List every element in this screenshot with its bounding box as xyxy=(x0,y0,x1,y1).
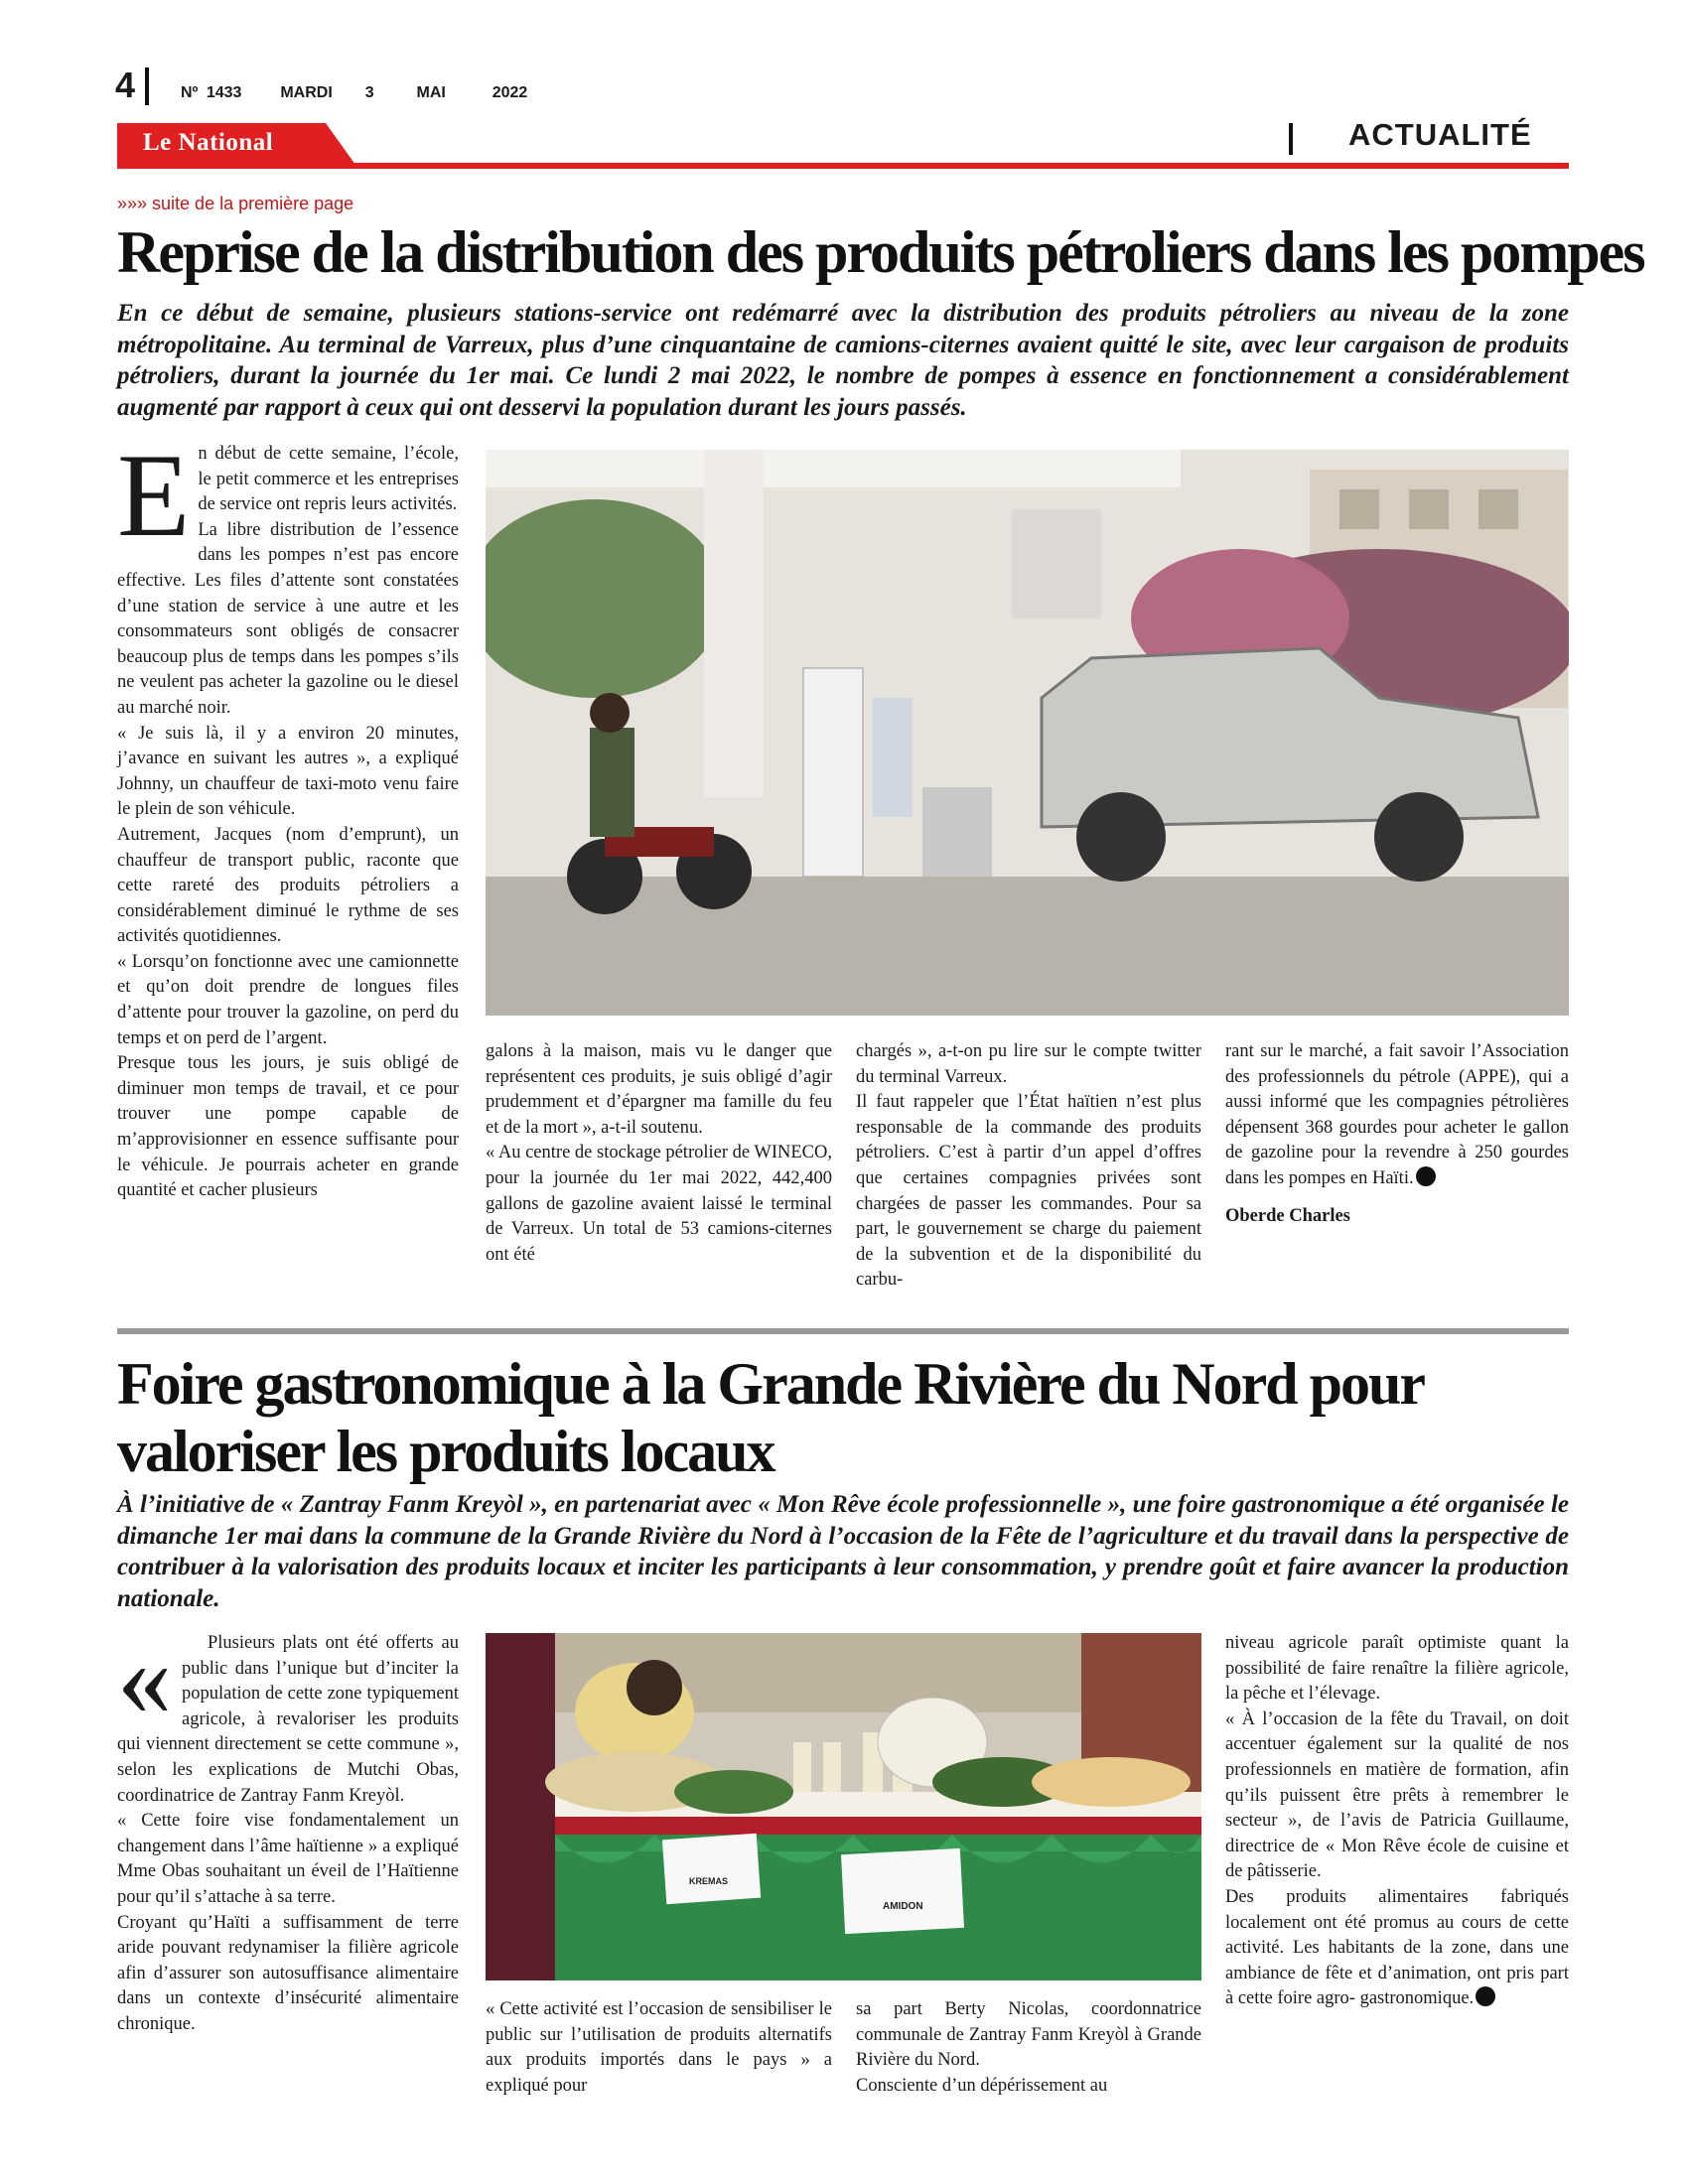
article2-paragraph: Plusieurs plats ont été offerts au public dans l’unique but d’inciter la population de cette zone typiquement agricole, à revaloriser les produits qui viennent directement se cette commune », selon les explications de Mutchi Obas, coordinatrice de Zantray Fanm Kreyòl. xyxy=(117,1633,459,1806)
article1-column-4 xyxy=(1225,1039,1569,1229)
article2-paragraph: « À l’occasion de la fête du Travail, on doit accentuer également sur la qualité de nos professionnels en matière de formation, afin qu’ils puissent être prêts à remembrer le secteur », de l’avis de Patricia Guillaume, directrice de « Mon Rêve école de cuisine et de pâtisserie. xyxy=(1225,1708,1569,1882)
article2-paragraph: Croyant qu’Haïti a suffisamment de terre aride pouvant redynamiser la filière agricole afin d’assurer son autosuffisance alimentaire dans un contexte d’insécurité alimentaire chronique. xyxy=(117,1912,459,2034)
section-label: ACTUALITÉ xyxy=(1348,117,1532,152)
article2-lead: À l’initiative de « Zantray Fanm Kreyòl », en partenariat avec « Mon Rêve école professionnelle », une foire gastronomique a été organisée le dimanche 1er mai dans la commune de la Grande Rivière du Nord à l’occasion de la Fête de l’agriculture et du travail dans la perspective de contribuer à la valorisation des produits locaux et inciter les participants à leur consommation, y prendre goût et faire avancer la production nationale. xyxy=(117,1491,1569,1612)
article1-column-2 xyxy=(486,1039,832,1268)
article1-lead: En ce début de semaine, plusieurs stations-service ont redémarré avec la distribution des produits pétroliers au niveau de la zone métropolitaine. Au terminal de Varreux, plus d’une cinquantaine de camions-citernes avaient quitté le site, avec leur cargaison de produits pétroliers, durant la journée du 1er mai. Ce lundi 2 mai 2022, le nombre de pompes à essence en fonctionnement a considérablement augmenté par rapport à ceux qui ont desservi la population durant les jours passés. xyxy=(117,300,1569,421)
issue-year: 2022 xyxy=(492,84,528,101)
article2-paragraph: Consciente d’un dépérissement au xyxy=(856,2075,1108,2096)
article1-title: Reprise de la distribution des produits pétroliers dans les pompes xyxy=(117,219,1644,285)
article2-column-4 xyxy=(1225,1631,1569,2012)
article1-paragraph: Il faut rappeler que l’État haïtien n’est plus responsable de la commande des produits pétroliers. C’est à partir d’un appel d’offres que certaines compagnies privées sont chargées de passer les commandes. Pour sa part, le gouvernement se charge du paiement de la subvention et de la disponibilité du carbu- xyxy=(856,1092,1201,1291)
article2-column-1 xyxy=(117,1617,459,2038)
page-number: 4 xyxy=(115,65,136,105)
article1-paragraph: galons à la maison, mais vu le danger que représentent ces produits, je suis obligé d’agir prudemment et d’épargner ma famille du feu et de la mort », a-t-il soutenu. xyxy=(486,1041,832,1138)
end-mark-icon xyxy=(1416,1166,1436,1186)
article1-paragraph: chargés », a-t-on pu lire sur le compte twitter du terminal Varreux. xyxy=(856,1041,1201,1087)
article1-paragraph: « Lorsqu’on fonctionne avec une camionnette et qu’on doit prendre de longues files d’attente pour trouver la gazoline, on perd du temps et on perd de l’argent. xyxy=(117,951,459,1048)
article1-paragraph: « Au centre de stockage pétrolier de WINECO, pour la journée du 1er mai 2022, 442,400 gallons de gazoline avaient laissé le terminal de Varreux. Un total de 53 camions-citernes ont été xyxy=(486,1143,832,1265)
article1-paragraph: Presque tous les jours, je suis obligé de diminuer mon temps de travail, et ce pour trouver une pompe capable de m’approvisionner en essence suffisante pour le véhicule. Je pourrais acheter en grande quantité et cacher plusieurs xyxy=(117,1053,459,1201)
issue-day: MARDI xyxy=(280,84,333,101)
photo-card-label-2: AMIDON xyxy=(883,1901,923,1912)
gas-station-photo xyxy=(486,450,1569,1016)
article1-column-1 xyxy=(117,429,459,1204)
issue-month: MAI xyxy=(416,84,446,101)
issue-date: 3 xyxy=(364,84,374,101)
article2-paragraph: niveau agricole paraît optimiste quant la possibilité de faire renaître la filière agricole, la pêche et l’élevage. xyxy=(1225,1633,1569,1705)
issue-number: Nº 1433 xyxy=(181,84,242,101)
dropcap-letter: E xyxy=(117,429,191,561)
article2-paragraph: Des produits alimentaires fabriqués localement ont été promus au cours de cette activité. Les habitants de la zone, dans une ambiance de fête et d’animation, ont pris part à cette foire agro- gastronomique. xyxy=(1225,1886,1569,2009)
article2-paragraph: sa part Berty Nicolas, coordonnatrice communale de Zantray Fanm Kreyòl à Grande Rivière du Nord. xyxy=(856,1999,1201,2071)
food-fair-photo xyxy=(486,1633,1201,1980)
article1-column-3 xyxy=(856,1039,1201,1294)
header-rule xyxy=(117,163,1569,169)
article1-paragraph: n début de cette semaine, l’école, le petit commerce et les entreprises de service ont repris leurs activités. xyxy=(198,444,459,515)
article1-paragraph: rant sur le marché, a fait savoir l’Association des professionnels du pétrole (APPE), qui a aussi informé que les compagnies pétrolières dépensent 368 gourdes pour acheter le gallon de gazoline pour la revendre à 250 gourdes dans les pompes en Haïti. xyxy=(1225,1041,1569,1188)
section-divider xyxy=(1289,123,1293,155)
article1-author: Oberde Charles xyxy=(1225,1205,1350,1226)
article1-paragraph: La libre distribution de l’essence dans les pompes n’est pas encore effective. Les files d’attente sont constatées d’une station de service à une autre et les consommateurs sont obligés de consacrer beaucoup plus de temps dans les pompes s’ils ne veulent pas acheter la gazoline ou le diesel au marché noir. xyxy=(117,519,459,718)
header-divider xyxy=(145,68,149,105)
issue-line xyxy=(181,84,527,102)
photo-card-label-1: KREMAS xyxy=(689,1876,729,1886)
article1-paragraph: Autrement, Jacques (nom d’emprunt), un chauffeur de transport public, raconte que cette rareté des produits pétroliers a considérablement diminué le rythme de ses activités quotidiennes. xyxy=(117,824,459,947)
quote-mark: « xyxy=(117,1617,172,1738)
article1-paragraph: « Je suis là, il y a environ 20 minutes, j’avance en suivant les autres », a expliqué Johnny, un chauffeur de taxi-moto venu faire le plein de son véhicule. xyxy=(117,723,459,820)
article2-column-2 xyxy=(486,1997,832,2099)
brand-label: Le National xyxy=(143,129,274,156)
end-mark-icon xyxy=(1476,1986,1495,2006)
article2-paragraph: « Cette foire vise fondamentalement un changement dans l’âme haïtienne » a expliqué Mme Obas souhaitant un éveil de l’Haïtienne pour qu’il s’attache à sa terre. xyxy=(117,1811,459,1907)
article2-title: Foire gastronomique à la Grande Rivière du Nord pour valoriser les produits locaux xyxy=(117,1351,1423,1484)
continued-label: »»» suite de la première page xyxy=(117,194,354,213)
article2-paragraph: « Cette activité est l’occasion de sensibiliser le public sur l’utilisation de produits alternatifs aux produits importés dans le pays » a expliqué pour xyxy=(486,1999,832,2096)
article-divider xyxy=(117,1328,1569,1334)
article2-column-3 xyxy=(856,1997,1201,2099)
